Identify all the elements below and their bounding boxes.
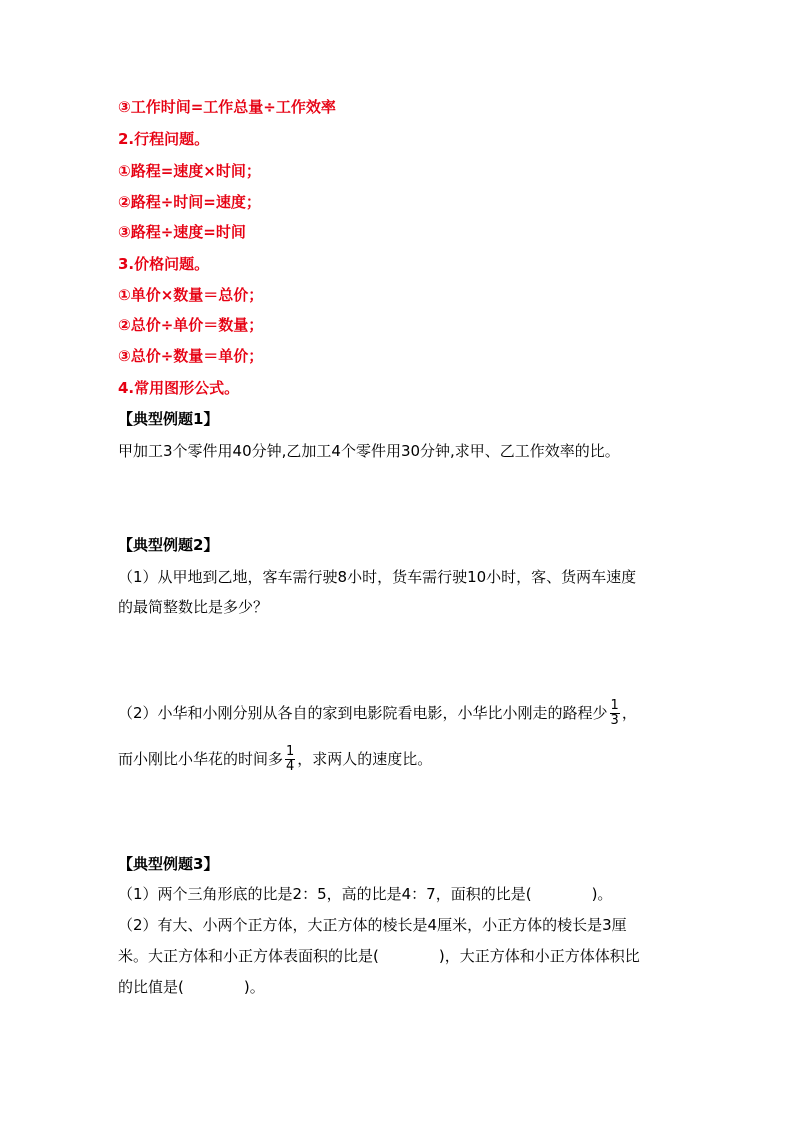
example3-q2-line1: （2）有大、小两个正方体，大正方体的棱长是4厘米，小正方体的棱长是3厘 bbox=[118, 916, 627, 934]
example2-q1-line1: （1）从甲地到乙地，客车需行驶8小时，货车需行驶10小时，客、货两车速度 bbox=[118, 568, 637, 586]
example2-title: 【典型例题2】 bbox=[118, 536, 219, 554]
example3-q2-text-c: 的比值是( bbox=[118, 978, 184, 996]
example2-q2-text-b: ， bbox=[621, 704, 637, 722]
example2-q2-text-a: （2）小华和小刚分别从各自的家到电影院看电影，小华比小刚走的路程少 bbox=[118, 704, 608, 722]
example3-q2-line2 bbox=[118, 946, 640, 966]
travel-heading: 2.行程问题。 bbox=[118, 130, 210, 148]
travel-formula-3: ③路程÷速度=时间 bbox=[118, 223, 246, 241]
price-formula-1: ①单价×数量＝总价； bbox=[118, 286, 264, 304]
example3-q2-text-b: )，大正方体和小正方体体积比 bbox=[438, 947, 640, 965]
example3-q1-text-b: )。 bbox=[591, 885, 613, 903]
fraction-numerator: 1 bbox=[610, 698, 619, 713]
fraction-numerator: 1 bbox=[286, 744, 295, 759]
formula-work-time: ③工作时间=工作总量÷工作效率 bbox=[118, 98, 336, 116]
example2-q2-text-d: ，求两人的速度比。 bbox=[297, 750, 433, 768]
example1-text: 甲加工3个零件用40分钟,乙加工4个零件用30分钟,求甲、乙工作效率的比。 bbox=[118, 442, 620, 460]
travel-formula-1: ①路程=速度×时间； bbox=[118, 162, 261, 180]
fraction-denominator: 3 bbox=[610, 713, 619, 728]
fraction-one-third bbox=[610, 699, 620, 728]
shapes-heading: 4.常用图形公式。 bbox=[118, 379, 240, 397]
example1-title: 【典型例题1】 bbox=[118, 410, 219, 428]
example3-q2-text-a: 米。大正方体和小正方体表面积的比是( bbox=[118, 947, 379, 965]
example3-q2-text-d: )。 bbox=[243, 978, 265, 996]
fraction-denominator: 4 bbox=[286, 759, 295, 774]
example3-q1 bbox=[118, 884, 612, 904]
fraction-one-fourth bbox=[285, 745, 295, 774]
example2-q2-text-c: 而小刚比小华花的时间多 bbox=[118, 750, 284, 768]
price-formula-2: ②总价÷单价＝数量； bbox=[118, 316, 264, 334]
price-formula-3: ③总价÷数量＝单价； bbox=[118, 347, 264, 365]
example3-q1-text-a: （1）两个三角形底的比是2：5，高的比是4：7，面积的比是( bbox=[118, 885, 532, 903]
example2-q2-line2 bbox=[118, 744, 432, 774]
example2-q2-line1 bbox=[118, 698, 637, 728]
example3-title: 【典型例题3】 bbox=[118, 855, 219, 873]
example2-q1-line2: 的最简整数比是多少？ bbox=[118, 598, 269, 616]
example3-q2-line3 bbox=[118, 977, 265, 997]
travel-formula-2: ②路程÷时间=速度； bbox=[118, 193, 261, 211]
price-heading: 3.价格问题。 bbox=[118, 255, 210, 273]
